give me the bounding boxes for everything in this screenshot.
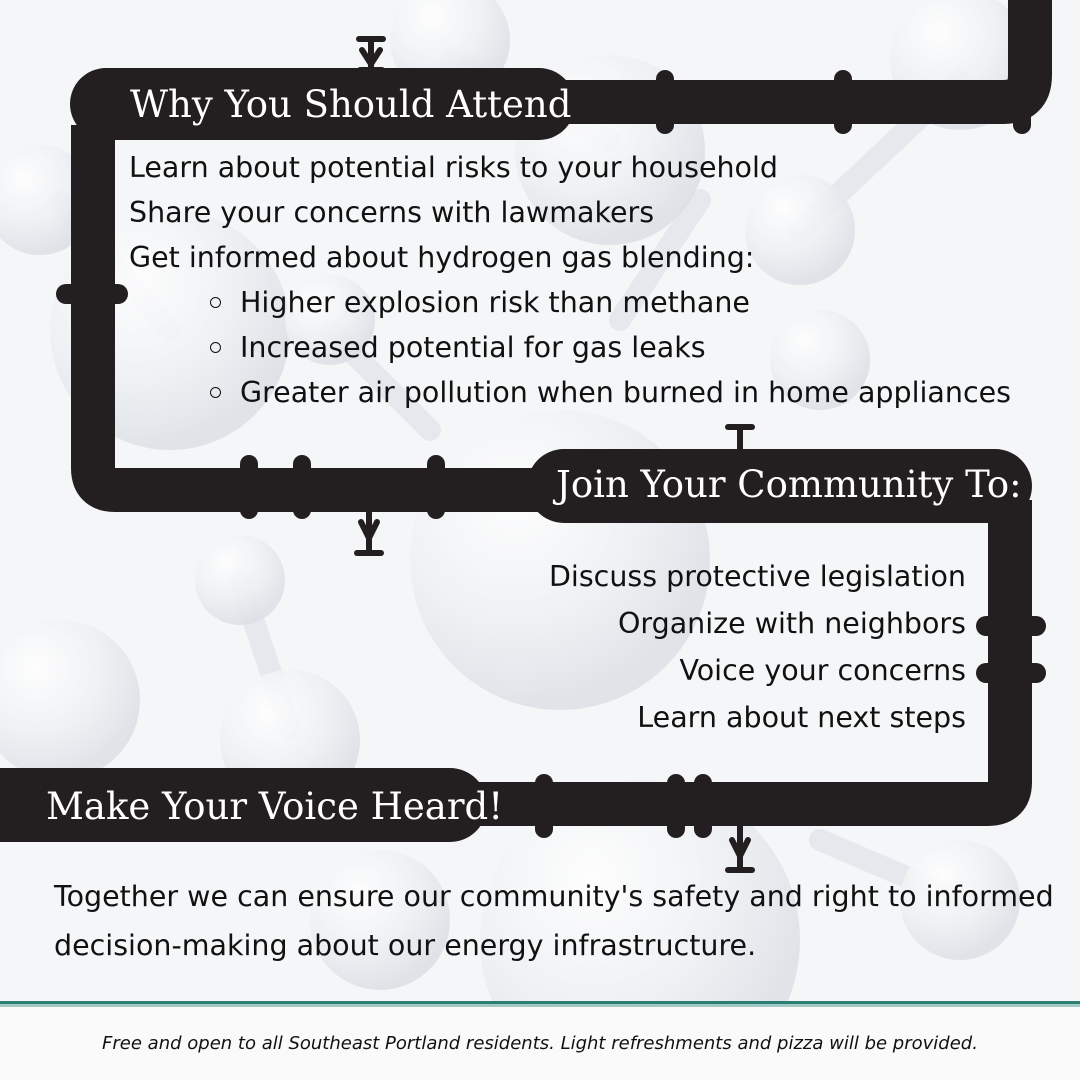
list-item: Share your concerns with lawmakers [129,196,655,229]
list-item [210,370,1011,415]
list-item: Voice your concerns [679,654,966,687]
footer-note: Free and open to all Southeast Portland residents. Light refreshments and pizza will be provided. [102,1033,978,1054]
join-list [406,553,966,741]
list-item: Get informed about hydrogen gas blending: [129,241,755,274]
list-item: Organize with neighbors [617,607,966,640]
list-item: Learn about potential risks to your household [129,151,779,184]
circle-bullet-icon [210,297,221,308]
circle-bullet-icon [210,387,221,398]
list-item-label: Increased potential for gas leaks [240,331,706,364]
heading-why-attend: Why You Should Attend [130,83,572,126]
footer-divider-light [0,1004,1080,1007]
hydrogen-risks-list [210,280,1011,415]
closing-statement: Together we can ensure our community's safety and right to informed decision-making about our energy infrastructure. [54,880,1054,962]
list-item-label: Higher explosion risk than methane [240,286,750,319]
list-item [210,325,1011,370]
list-item [210,280,1011,325]
list-item-label: Greater air pollution when burned in home appliances [240,376,1012,409]
list-item: Discuss protective legislation [548,560,966,593]
circle-bullet-icon [210,342,221,353]
list-item: Learn about next steps [637,701,966,734]
attend-list [129,145,778,280]
heading-join-community: Join Your Community To: [556,463,1022,506]
heading-make-voice-heard: Make Your Voice Heard! [46,785,504,828]
